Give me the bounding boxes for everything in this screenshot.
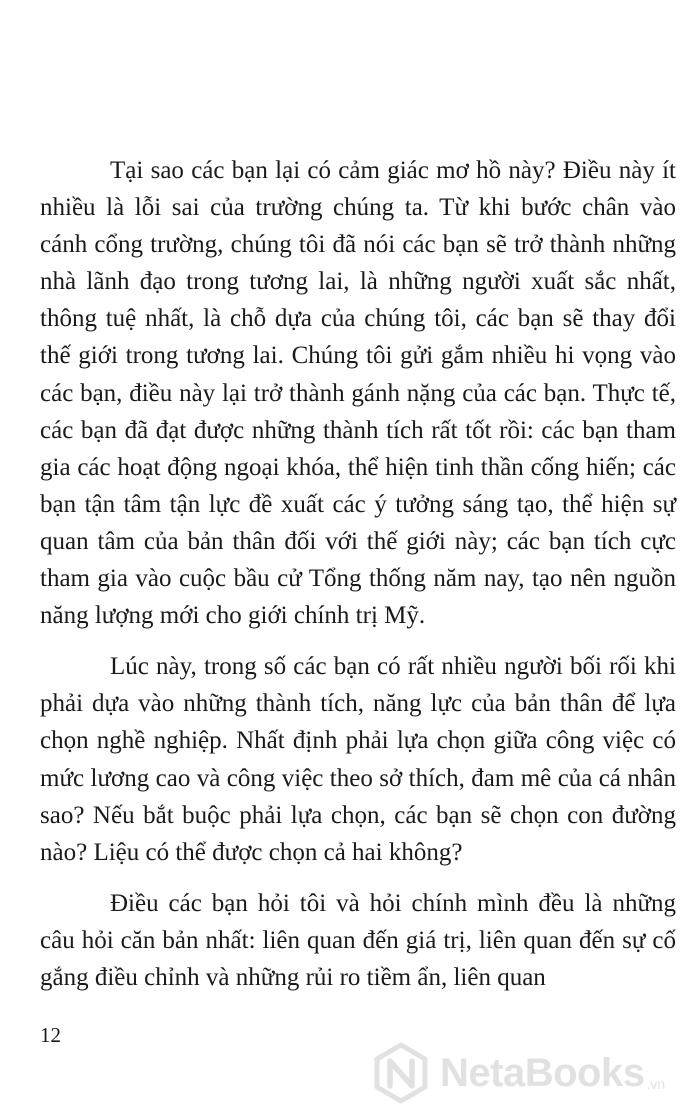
watermark-suffix: .vn xyxy=(646,1076,666,1092)
paragraph-2: Lúc này, trong số các bạn có rất nhiều người bối rối khi phải dựa vào những thành tích, năng lực của bản thân để lựa chọn nghề nghiệp. Nhất định phải lựa chọn giữa công việc có mức lương cao và công việc theo sở thích, đam mê của cá nhân sao? Nếu bắt buộc phải lựa chọn, các bạn sẽ chọn con đường nào? Liệu có thể được chọn cả hai không? xyxy=(40,653,676,866)
neta-hexagon-logo-icon xyxy=(370,1042,432,1104)
page-body xyxy=(40,152,676,996)
paragraph-1: Tại sao các bạn lại có cảm giác mơ hồ này? Điều này ít nhiều là lỗi sai của trường chúng ta. Từ khi bước chân vào cánh cổng trường, chúng tôi đã nói các bạn sẽ trở thành những nhà lãnh đạo trong tương lai, là những người xuất sắc nhất, thông tuệ nhất, là chỗ dựa của chúng tôi, các bạn sẽ thay đổi thế giới trong tương lai. Chúng tôi gửi gắm nhiều hi vọng vào các bạn, điều này lại trở thành gánh nặng của các bạn. Thực tế, các bạn đã đạt được những thành tích rất tốt rồi: các bạn tham gia các hoạt động ngoại khóa, thể hiện tinh thần cống hiến; các bạn tận tâm tận lực đề xuất các ý tưởng sáng tạo, thể hiện sự quan tâm của bản thân đối với thế giới này; các bạn tích cực tham gia vào cuộc bầu cử Tổng thống năm nay, tạo nên nguồn năng lượng mới cho giới chính trị Mỹ. xyxy=(40,157,676,630)
paragraph-3: Điều các bạn hỏi tôi và hỏi chính mình đều là những câu hỏi căn bản nhất: liên quan đến giá trị, liên quan đến sự cố gắng điều chỉnh và những rủi ro tiềm ẩn, liên quan xyxy=(40,889,676,991)
watermark-text: NetaBooks xyxy=(440,1051,645,1095)
netabooks-watermark xyxy=(370,1040,665,1106)
page-number: 12 xyxy=(40,1023,61,1047)
